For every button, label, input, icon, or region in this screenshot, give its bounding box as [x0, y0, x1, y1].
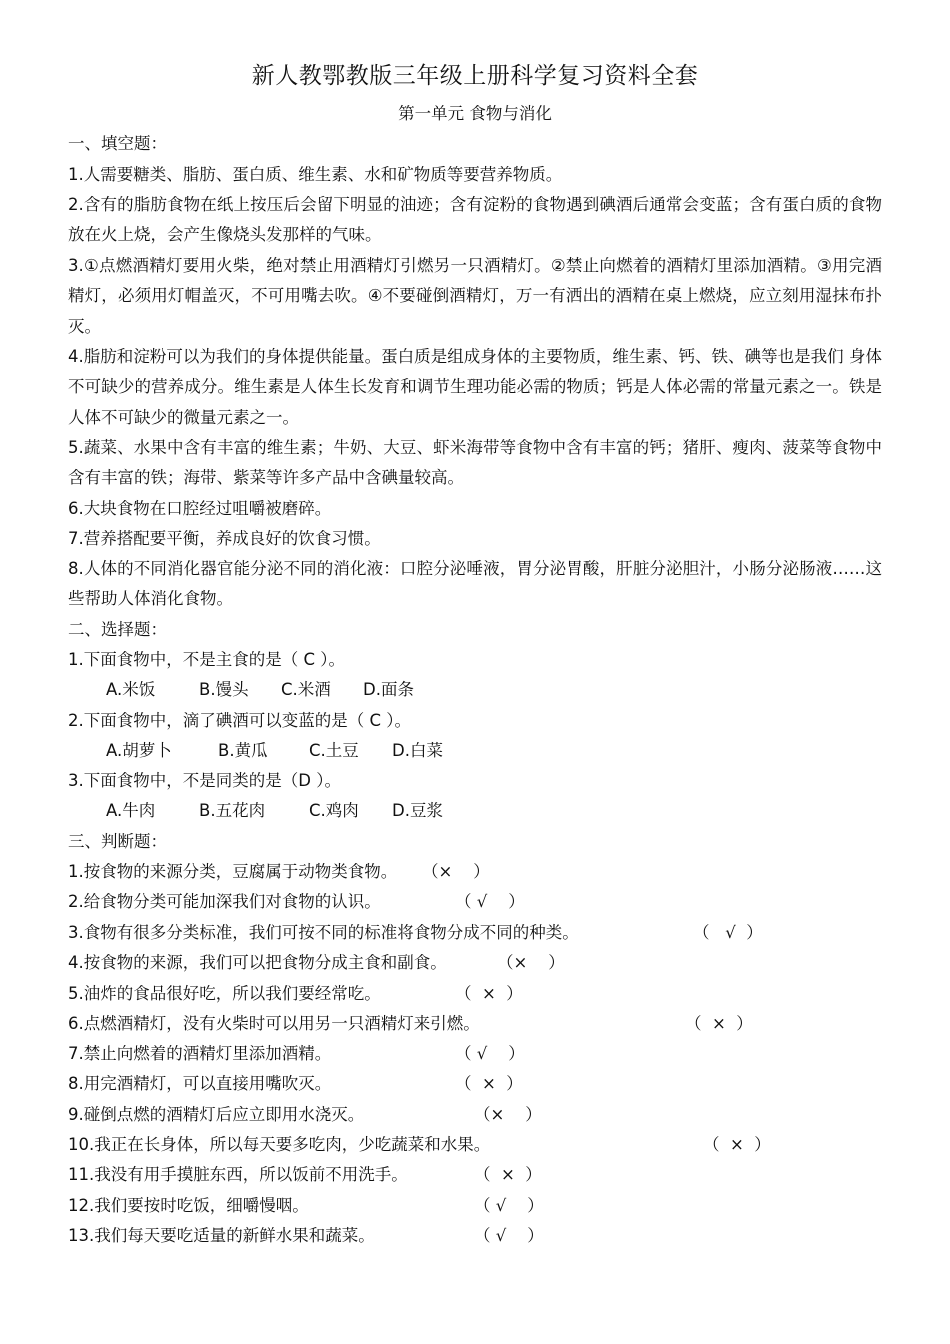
choice-1-option-a: A.米饭: [106, 680, 156, 699]
section-heading-judge: 三、判断题：: [68, 832, 167, 851]
choice-2-option-a: A.胡萝卜: [106, 741, 172, 760]
fill-item-7: 7.营养搭配要平衡，养成良好的饮食习惯。: [68, 529, 381, 548]
judge-item-9: 9.碰倒点燃的酒精灯后应立即用水浇灭。: [68, 1105, 365, 1124]
choice-3-option-c: C.鸡肉: [309, 801, 359, 820]
choice-2-option-c: C.土豆: [309, 741, 359, 760]
judge-item-5: 5.油炸的食品很好吃，所以我们要经常吃。: [68, 984, 381, 1003]
judge-mark-6: （ × ）: [685, 1014, 753, 1033]
document-title: 新人教鄂教版三年级上册科学复习资料全套: [251, 63, 699, 89]
judge-item-3: 3.食物有很多分类标准，我们可按不同的标准将食物分成不同的种类。: [68, 923, 579, 942]
judge-item-10: 10.我正在长身体，所以每天要多吃肉，少吃蔬菜和水果。: [68, 1135, 491, 1154]
choice-3-option-b: B.五花肉: [199, 801, 266, 820]
section-heading-choice: 二、选择题：: [68, 620, 167, 639]
judge-item-12: 12.我们要按时吃饭，细嚼慢咽。: [68, 1196, 309, 1215]
judge-mark-11: （ × ）: [474, 1165, 542, 1184]
fill-item-8: 8.人体的不同消化器官能分泌不同的消化液：口腔分泌唾液，胃分泌胃酸，肝脏分泌胆汁，小肠分泌肠液……这些帮助人体消化食物。: [68, 559, 882, 609]
judge-mark-7: （ √ ）: [455, 1044, 525, 1063]
judge-mark-1: （× ）: [422, 862, 490, 881]
judge-mark-4: （× ）: [497, 953, 565, 972]
judge-mark-12: （ √ ）: [474, 1196, 544, 1215]
judge-item-4: 4.按食物的来源，我们可以把食物分成主食和副食。: [68, 953, 447, 972]
judge-item-7: 7.禁止向燃着的酒精灯里添加酒精。: [68, 1044, 332, 1063]
choice-1-option-d: D.面条: [363, 680, 414, 699]
unit-title: 第一单元 食物与消化: [398, 104, 552, 123]
section-heading-fill: 一、填空题：: [68, 134, 167, 153]
judge-mark-13: （ √ ）: [474, 1226, 544, 1245]
judge-mark-10: （ × ）: [703, 1135, 771, 1154]
choice-question-1: 1.下面食物中，不是主食的是（ C ）。: [68, 650, 346, 669]
fill-item-2: 2.含有的脂肪食物在纸上按压后会留下明显的油迹；含有淀粉的食物遇到碘酒后通常会变蓝；含有蛋白质的食物放在火上烧，会产生像烧头发那样的气味。: [68, 195, 882, 245]
fill-item-3: 3.①点燃酒精灯要用火柴，绝对禁止用酒精灯引燃另一只酒精灯。②禁止向燃着的酒精灯里添加酒精。③用完酒精灯，必须用灯帽盖灭，不可用嘴去吹。④不要碰倒酒精灯，万一有洒出的酒精在桌上燃烧，应立刻用湿抹布扑灭。: [68, 256, 882, 336]
judge-item-6: 6.点燃酒精灯，没有火柴时可以用另一只酒精灯来引燃。: [68, 1014, 480, 1033]
judge-item-11: 11.我没有用手摸脏东西，所以饭前不用洗手。: [68, 1165, 408, 1184]
fill-item-6: 6.大块食物在口腔经过咀嚼被磨碎。: [68, 499, 332, 518]
choice-question-2: 2.下面食物中，滴了碘酒可以变蓝的是（ C ）。: [68, 711, 412, 730]
judge-item-2: 2.给食物分类可能加深我们对食物的认识。: [68, 892, 381, 911]
choice-question-3: 3.下面食物中，不是同类的是（D ）。: [68, 771, 341, 790]
judge-mark-2: （ √ ）: [455, 892, 525, 911]
fill-item-4: 4.脂肪和淀粉可以为我们的身体提供能量。蛋白质是组成身体的主要物质，维生素、钙、铁、碘等也是我们 身体不可缺少的营养成分。维生素是人体生长发育和调节生理功能必需的物质；钙是人体必需的常量元素之一。铁是人体不可缺少的微量元素之一。: [68, 347, 882, 427]
choice-2-option-b: B.黄瓜: [218, 741, 268, 760]
choice-1-option-b: B.馒头: [199, 680, 249, 699]
judge-item-13: 13.我们每天要吃适量的新鲜水果和蔬菜。: [68, 1226, 375, 1245]
choice-3-option-a: A.牛肉: [106, 801, 156, 820]
judge-mark-9: （× ）: [474, 1105, 542, 1124]
judge-mark-3: （ √ ）: [693, 923, 763, 942]
fill-item-1: 1.人需要糖类、脂肪、蛋白质、维生素、水和矿物质等要营养物质。: [68, 165, 563, 184]
choice-2-option-d: D.白菜: [392, 741, 443, 760]
choice-3-option-d: D.豆浆: [392, 801, 443, 820]
judge-mark-5: （ × ）: [455, 984, 523, 1003]
judge-mark-8: （ × ）: [455, 1074, 523, 1093]
choice-1-option-c: C.米酒: [281, 680, 331, 699]
judge-item-8: 8.用完酒精灯，可以直接用嘴吹灭。: [68, 1074, 332, 1093]
fill-item-5: 5.蔬菜、水果中含有丰富的维生素；牛奶、大豆、虾米海带等食物中含有丰富的钙；猪肝、瘦肉、菠菜等食物中含有丰富的铁；海带、紫菜等许多产品中含碘量较高。: [68, 438, 882, 488]
judge-item-1: 1.按食物的来源分类，豆腐属于动物类食物。: [68, 862, 398, 881]
